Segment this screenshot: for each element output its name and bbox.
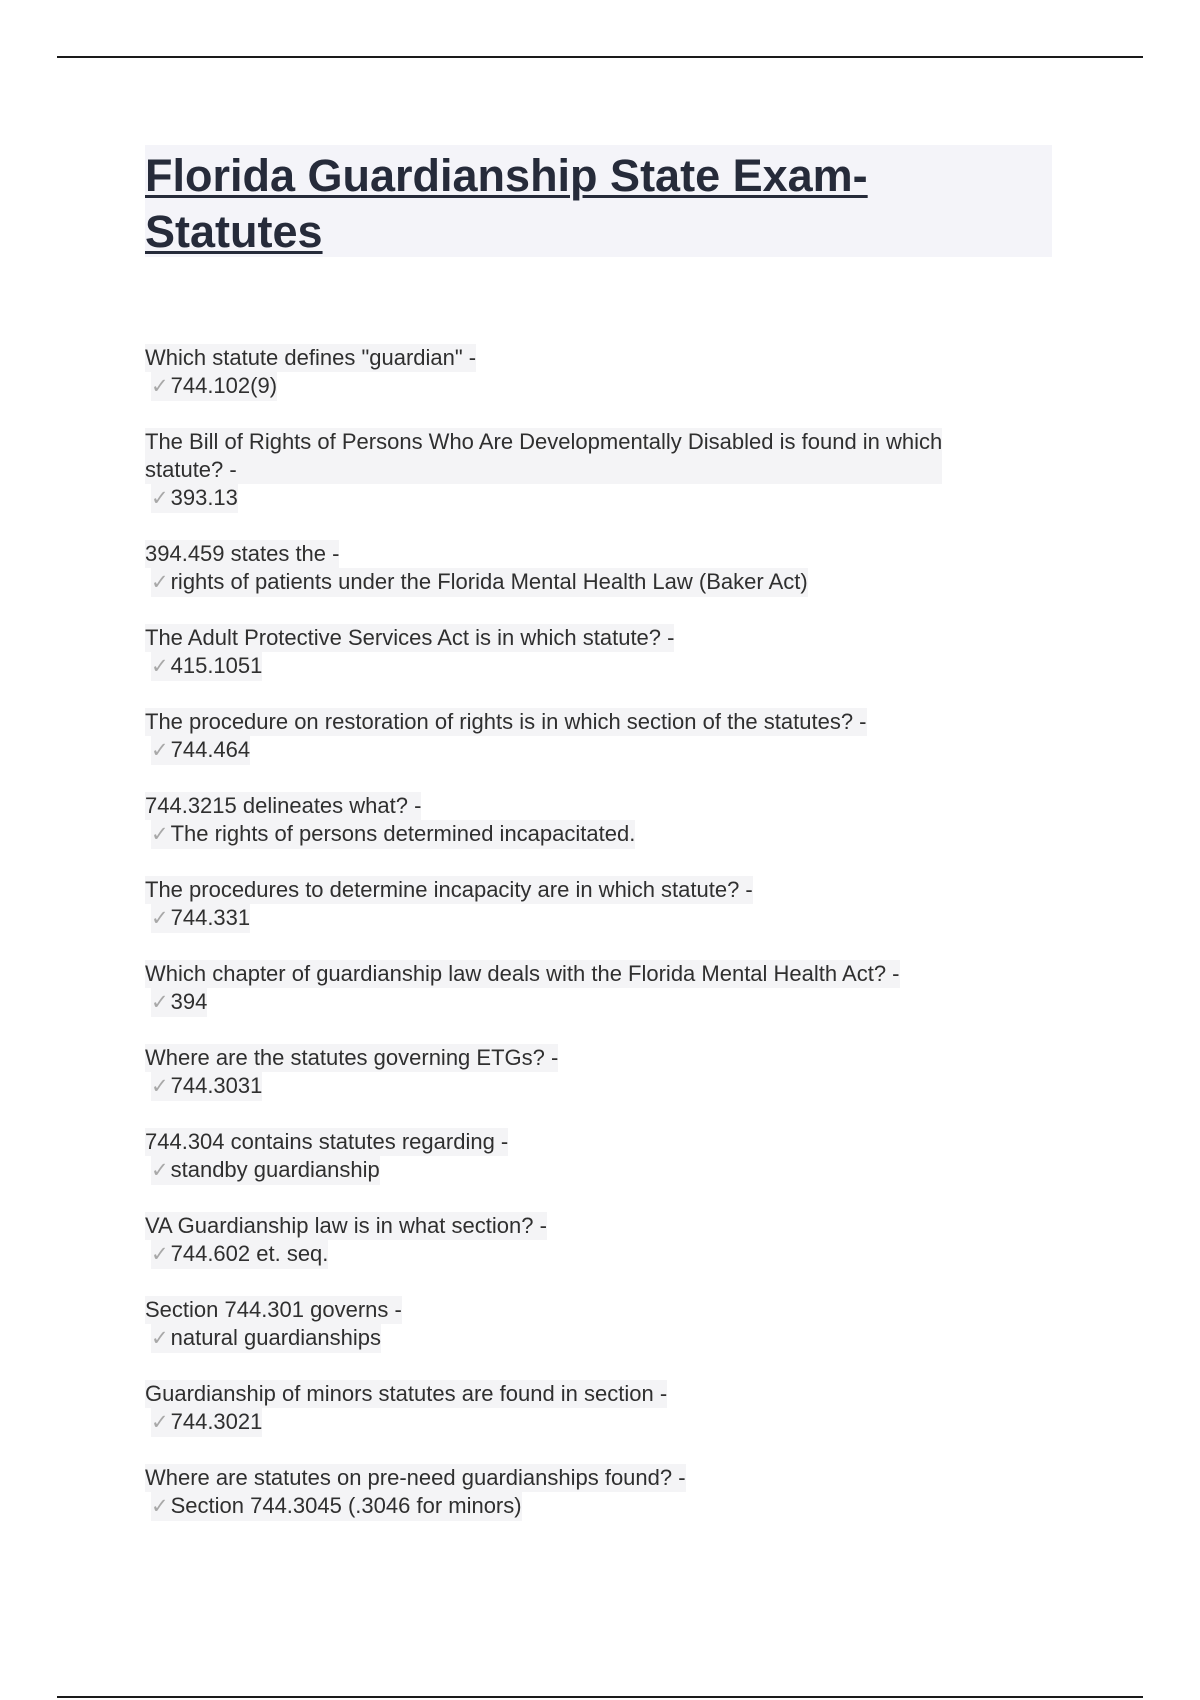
- checkmark-icon: ✓: [151, 1495, 169, 1518]
- qa-item: [145, 1380, 1065, 1437]
- question-text: The procedure on restoration of rights is in which section of the statutes? -: [145, 709, 867, 734]
- question-text: Where are the statutes governing ETGs? -: [145, 1045, 559, 1070]
- qa-item: [145, 792, 1065, 849]
- answer-line: [151, 1408, 262, 1437]
- answer-text: rights of patients under the Florida Mental Health Law (Baker Act): [170, 569, 808, 594]
- qa-item: [145, 1044, 1065, 1101]
- checkmark-icon: ✓: [151, 1327, 169, 1350]
- answer-text: standby guardianship: [170, 1157, 380, 1182]
- answer-text: Section 744.3045 (.3046 for minors): [170, 1493, 522, 1518]
- checkmark-icon: ✓: [151, 655, 169, 678]
- page-title: Florida Guardianship State Exam- Statutes: [145, 150, 868, 257]
- answer-line: [151, 484, 238, 513]
- answer-line: [151, 1156, 380, 1185]
- answer-line: [151, 568, 808, 597]
- checkmark-icon: ✓: [151, 991, 169, 1014]
- checkmark-icon: ✓: [151, 375, 169, 398]
- question-text: The procedures to determine incapacity are in which statute? -: [145, 877, 753, 902]
- question-text: Which chapter of guardianship law deals with the Florida Mental Health Act? -: [145, 961, 900, 986]
- bottom-divider: [57, 1696, 1143, 1698]
- answer-text: 744.602 et. seq.: [170, 1241, 329, 1266]
- checkmark-icon: ✓: [151, 571, 169, 594]
- answer-line: [151, 820, 635, 849]
- qa-item: [145, 624, 1065, 681]
- qa-list: [145, 344, 1065, 1548]
- question-text: 394.459 states the -: [145, 541, 340, 566]
- qa-item: [145, 960, 1065, 1017]
- checkmark-icon: ✓: [151, 907, 169, 930]
- checkmark-icon: ✓: [151, 487, 169, 510]
- answer-line: [151, 1240, 328, 1269]
- qa-item: [145, 876, 1065, 933]
- checkmark-icon: ✓: [151, 1411, 169, 1434]
- checkmark-icon: ✓: [151, 1159, 169, 1182]
- answer-text: 393.13: [170, 485, 238, 510]
- checkmark-icon: ✓: [151, 823, 169, 846]
- question-text: VA Guardianship law is in what section? -: [145, 1213, 547, 1238]
- answer-text: 394: [170, 989, 208, 1014]
- answer-text: natural guardianships: [170, 1325, 381, 1350]
- answer-text: 744.3021: [170, 1409, 263, 1434]
- answer-text: The rights of persons determined incapacitated.: [170, 821, 636, 846]
- question-text: Guardianship of minors statutes are found in section -: [145, 1381, 668, 1406]
- qa-item: [145, 540, 1065, 597]
- checkmark-icon: ✓: [151, 1075, 169, 1098]
- question-text: 744.304 contains statutes regarding -: [145, 1129, 509, 1154]
- question-text: The Adult Protective Services Act is in which statute? -: [145, 625, 675, 650]
- question-text: Where are statutes on pre-need guardianships found? -: [145, 1465, 686, 1490]
- answer-line: [151, 904, 250, 933]
- qa-item: [145, 1296, 1065, 1353]
- answer-line: [151, 1492, 522, 1521]
- qa-item: [145, 1212, 1065, 1269]
- checkmark-icon: ✓: [151, 739, 169, 762]
- answer-line: [151, 988, 207, 1017]
- question-text: Which statute defines "guardian" -: [145, 345, 477, 370]
- answer-text: 415.1051: [170, 653, 263, 678]
- question-text: Section 744.301 governs -: [145, 1297, 402, 1322]
- title-block: [145, 145, 1052, 257]
- qa-item: [145, 708, 1065, 765]
- answer-text: 744.331: [170, 905, 251, 930]
- answer-line: [151, 652, 262, 681]
- top-divider: [57, 56, 1143, 58]
- qa-item: [145, 1464, 1065, 1521]
- answer-text: 744.102(9): [170, 373, 278, 398]
- qa-item: [145, 1128, 1065, 1185]
- answer-line: [151, 1324, 381, 1353]
- qa-item: [145, 428, 1065, 513]
- answer-line: [151, 372, 277, 401]
- qa-item: [145, 344, 1065, 401]
- answer-line: [151, 736, 250, 765]
- question-text: 744.3215 delineates what? -: [145, 793, 422, 818]
- answer-text: 744.3031: [170, 1073, 263, 1098]
- answer-line: [151, 1072, 262, 1101]
- checkmark-icon: ✓: [151, 1243, 169, 1266]
- question-text: The Bill of Rights of Persons Who Are Developmentally Disabled is found in which statute? -: [145, 429, 943, 482]
- answer-text: 744.464: [170, 737, 251, 762]
